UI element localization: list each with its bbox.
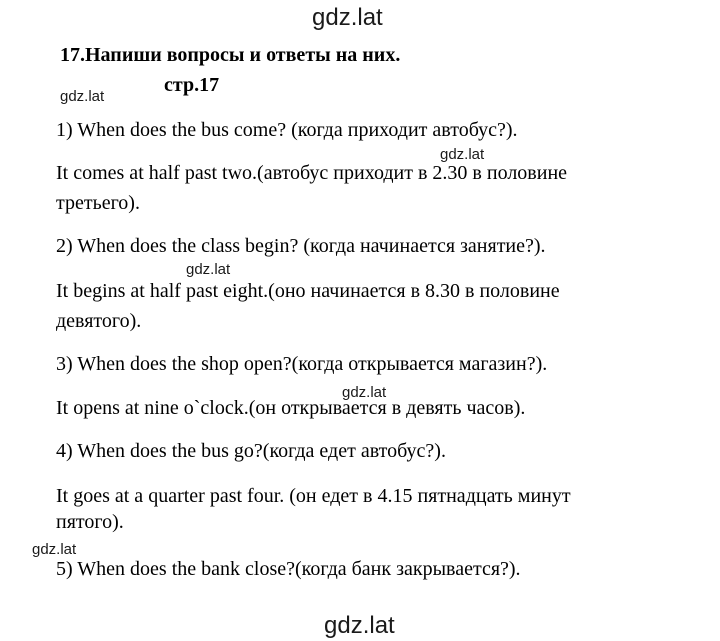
watermark: gdz.lat bbox=[440, 146, 485, 163]
answer-2-line-1: It begins at half past eight.(оно начинается в 8.30 в половине bbox=[56, 280, 560, 302]
question-4: 4) When does the bus go?(когда едет автобус?). bbox=[56, 440, 446, 462]
question-2: 2) When does the class begin? (когда начинается занятие?). bbox=[56, 235, 546, 257]
question-3: 3) When does the shop open?(когда открывается магазин?). bbox=[56, 353, 548, 375]
watermark-bottom: gdz.lat bbox=[324, 612, 395, 639]
watermark-top: gdz.lat bbox=[312, 4, 383, 31]
answer-1-line-2: третьего). bbox=[56, 192, 140, 214]
watermark: gdz.lat bbox=[342, 384, 387, 401]
exercise-heading: 17.Напиши вопросы и ответы на них. bbox=[60, 44, 401, 66]
question-5: 5) When does the bank close?(когда банк закрывается?). bbox=[56, 558, 521, 580]
watermark: gdz.lat bbox=[186, 261, 231, 278]
answer-3: It opens at nine o`clock.(он открывается в девять часов). bbox=[56, 397, 526, 419]
watermark: gdz.lat bbox=[32, 541, 77, 558]
watermark: gdz.lat bbox=[60, 88, 105, 105]
answer-1-line-1: It comes at half past two.(автобус приходит в 2.30 в половине bbox=[56, 162, 568, 184]
answer-2-line-2: девятого). bbox=[56, 310, 142, 332]
answer-4-line-2: пятого). bbox=[56, 511, 124, 533]
page-reference: стр.17 bbox=[164, 74, 220, 96]
answer-4-line-1: It goes at a quarter past four. (он едет в 4.15 пятнадцать минут bbox=[56, 485, 571, 507]
question-1: 1) When does the bus come? (когда приходит автобус?). bbox=[56, 119, 518, 141]
